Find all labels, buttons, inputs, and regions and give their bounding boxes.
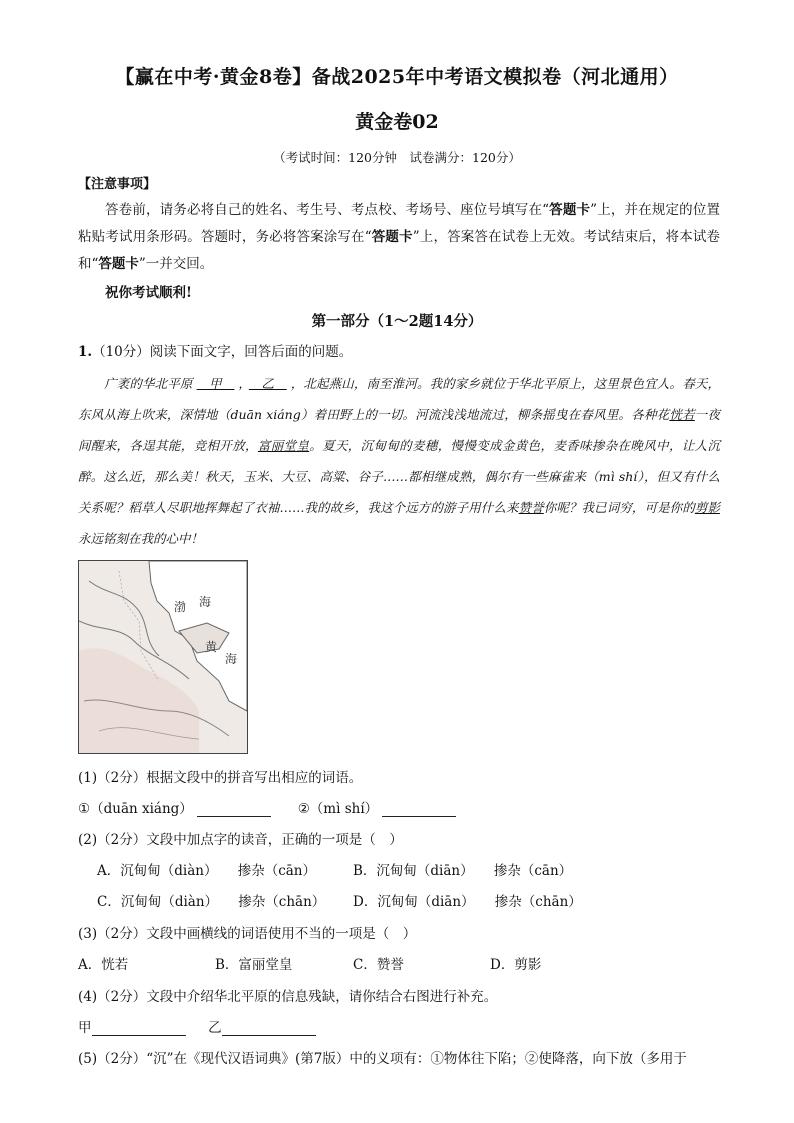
q1-4-blanks: 甲 乙 xyxy=(78,1016,316,1036)
underlined-word-1: 恍若 xyxy=(669,407,695,422)
blank-jia: 甲 xyxy=(196,376,235,391)
option-a: A．恍若 xyxy=(78,957,129,973)
option-d: D．剪影 xyxy=(490,957,542,973)
answer-blank-jia[interactable] xyxy=(92,1021,186,1036)
part1-heading: 第一部分（1～2题14分） xyxy=(311,313,483,330)
q1-1-blanks: ①（duān xiáng） ②（mì shí） xyxy=(78,797,456,817)
answer-blank-1[interactable] xyxy=(197,802,271,817)
underlined-word-3: 赞誉 xyxy=(518,500,544,515)
exam-title: 【赢在中考·黄金8卷】备战2025年中考语文模拟卷（河北通用） xyxy=(115,66,679,88)
underlined-word-4: 剪影 xyxy=(694,500,720,515)
question-1-stem: 1.（10分）阅读下面文字，回答后面的问题。 xyxy=(78,344,353,360)
exam-info: （考试时间：120分钟 试卷满分：120分） xyxy=(273,150,521,165)
good-luck-text: 祝你考试顺利! xyxy=(105,285,192,301)
option-d: D．沉甸甸（diān） 掺杂（chān） xyxy=(353,894,582,910)
sea-label: 渤 xyxy=(174,600,187,614)
q1-5-stem: (5)（2分）“沉”在《现代汉语词典》(第7版）中的义项有：①物体往下陷；②使降落，向下放（多用于 xyxy=(78,1051,687,1067)
sea-label: 海 xyxy=(199,595,212,609)
answer-blank-yi[interactable] xyxy=(222,1021,316,1036)
option-c: C．赞誉 xyxy=(353,957,404,973)
reading-passage: 广袤的华北平原 甲 ， 乙 ，北起燕山，南至淮河。我的家乡就位于华北平原上，这里景色宜人。春天，东风从海上吹来，深情地（duān xiáng）着田野上的一切。河流浅浅地流过，柳条摇曳在春风里。各种花恍若一夜间醒来，各逞其能，竞相开放，富丽堂皇。夏天，沉甸甸的麦穗，慢慢变成金黄色，麦香味掺杂在晚风中，让人沉醉。这么近，那么美！秋天，玉米、大豆、高粱、谷子……都相继成熟，偶尔有一些麻雀来（mì shí），但又有什么关系呢？稻草人尽职地挥舞起了衣袖……我的故乡，我这个远方的游子用什么来赞誉你呢？我已词穷，可是你的剪影永远铭刻在我的心中！ xyxy=(78,376,720,546)
q1-1-stem: (1)（2分）根据文段中的拼音写出相应的词语。 xyxy=(78,770,363,786)
north-china-plain-map xyxy=(78,560,248,754)
answer-blank-2[interactable] xyxy=(382,802,456,817)
option-c: C．沉甸甸（diàn） 掺杂（chān） xyxy=(97,894,326,910)
blank-yi: 乙 xyxy=(248,376,287,391)
q1-2-stem: (2)（2分）文段中加点字的读音，正确的一项是（ ） xyxy=(78,832,403,848)
option-b: B．沉甸甸（diān） 掺杂（cān） xyxy=(353,863,573,879)
sea-label: 黄 xyxy=(205,640,218,654)
option-b: B．富丽堂皇 xyxy=(215,957,293,973)
notice-heading: 【注意事项】 xyxy=(78,177,157,192)
sea-label: 海 xyxy=(225,652,238,666)
underlined-word-2: 富丽堂皇 xyxy=(257,438,310,453)
option-a: A．沉甸甸（diàn） 掺杂（cān） xyxy=(97,863,317,879)
q1-4-stem: (4)（2分）文段中介绍华北平原的信息残缺，请你结合右图进行补充。 xyxy=(78,989,498,1005)
exam-subtitle: 黄金卷02 xyxy=(355,111,439,133)
q1-3-stem: (3)（2分）文段中画横线的词语使用不当的一项是（ ） xyxy=(78,926,417,942)
notice-paragraph: 答卷前，请务必将自己的姓名、考生号、考点校、考场号、座位号填写在“答题卡”上，并在规定的位置粘贴考试用条形码。答题时，务必将答案涂写在“答题卡”上，答案答在试卷上无效。考试结束后，将本试卷和“答题卡”一并交回。 xyxy=(78,202,721,272)
